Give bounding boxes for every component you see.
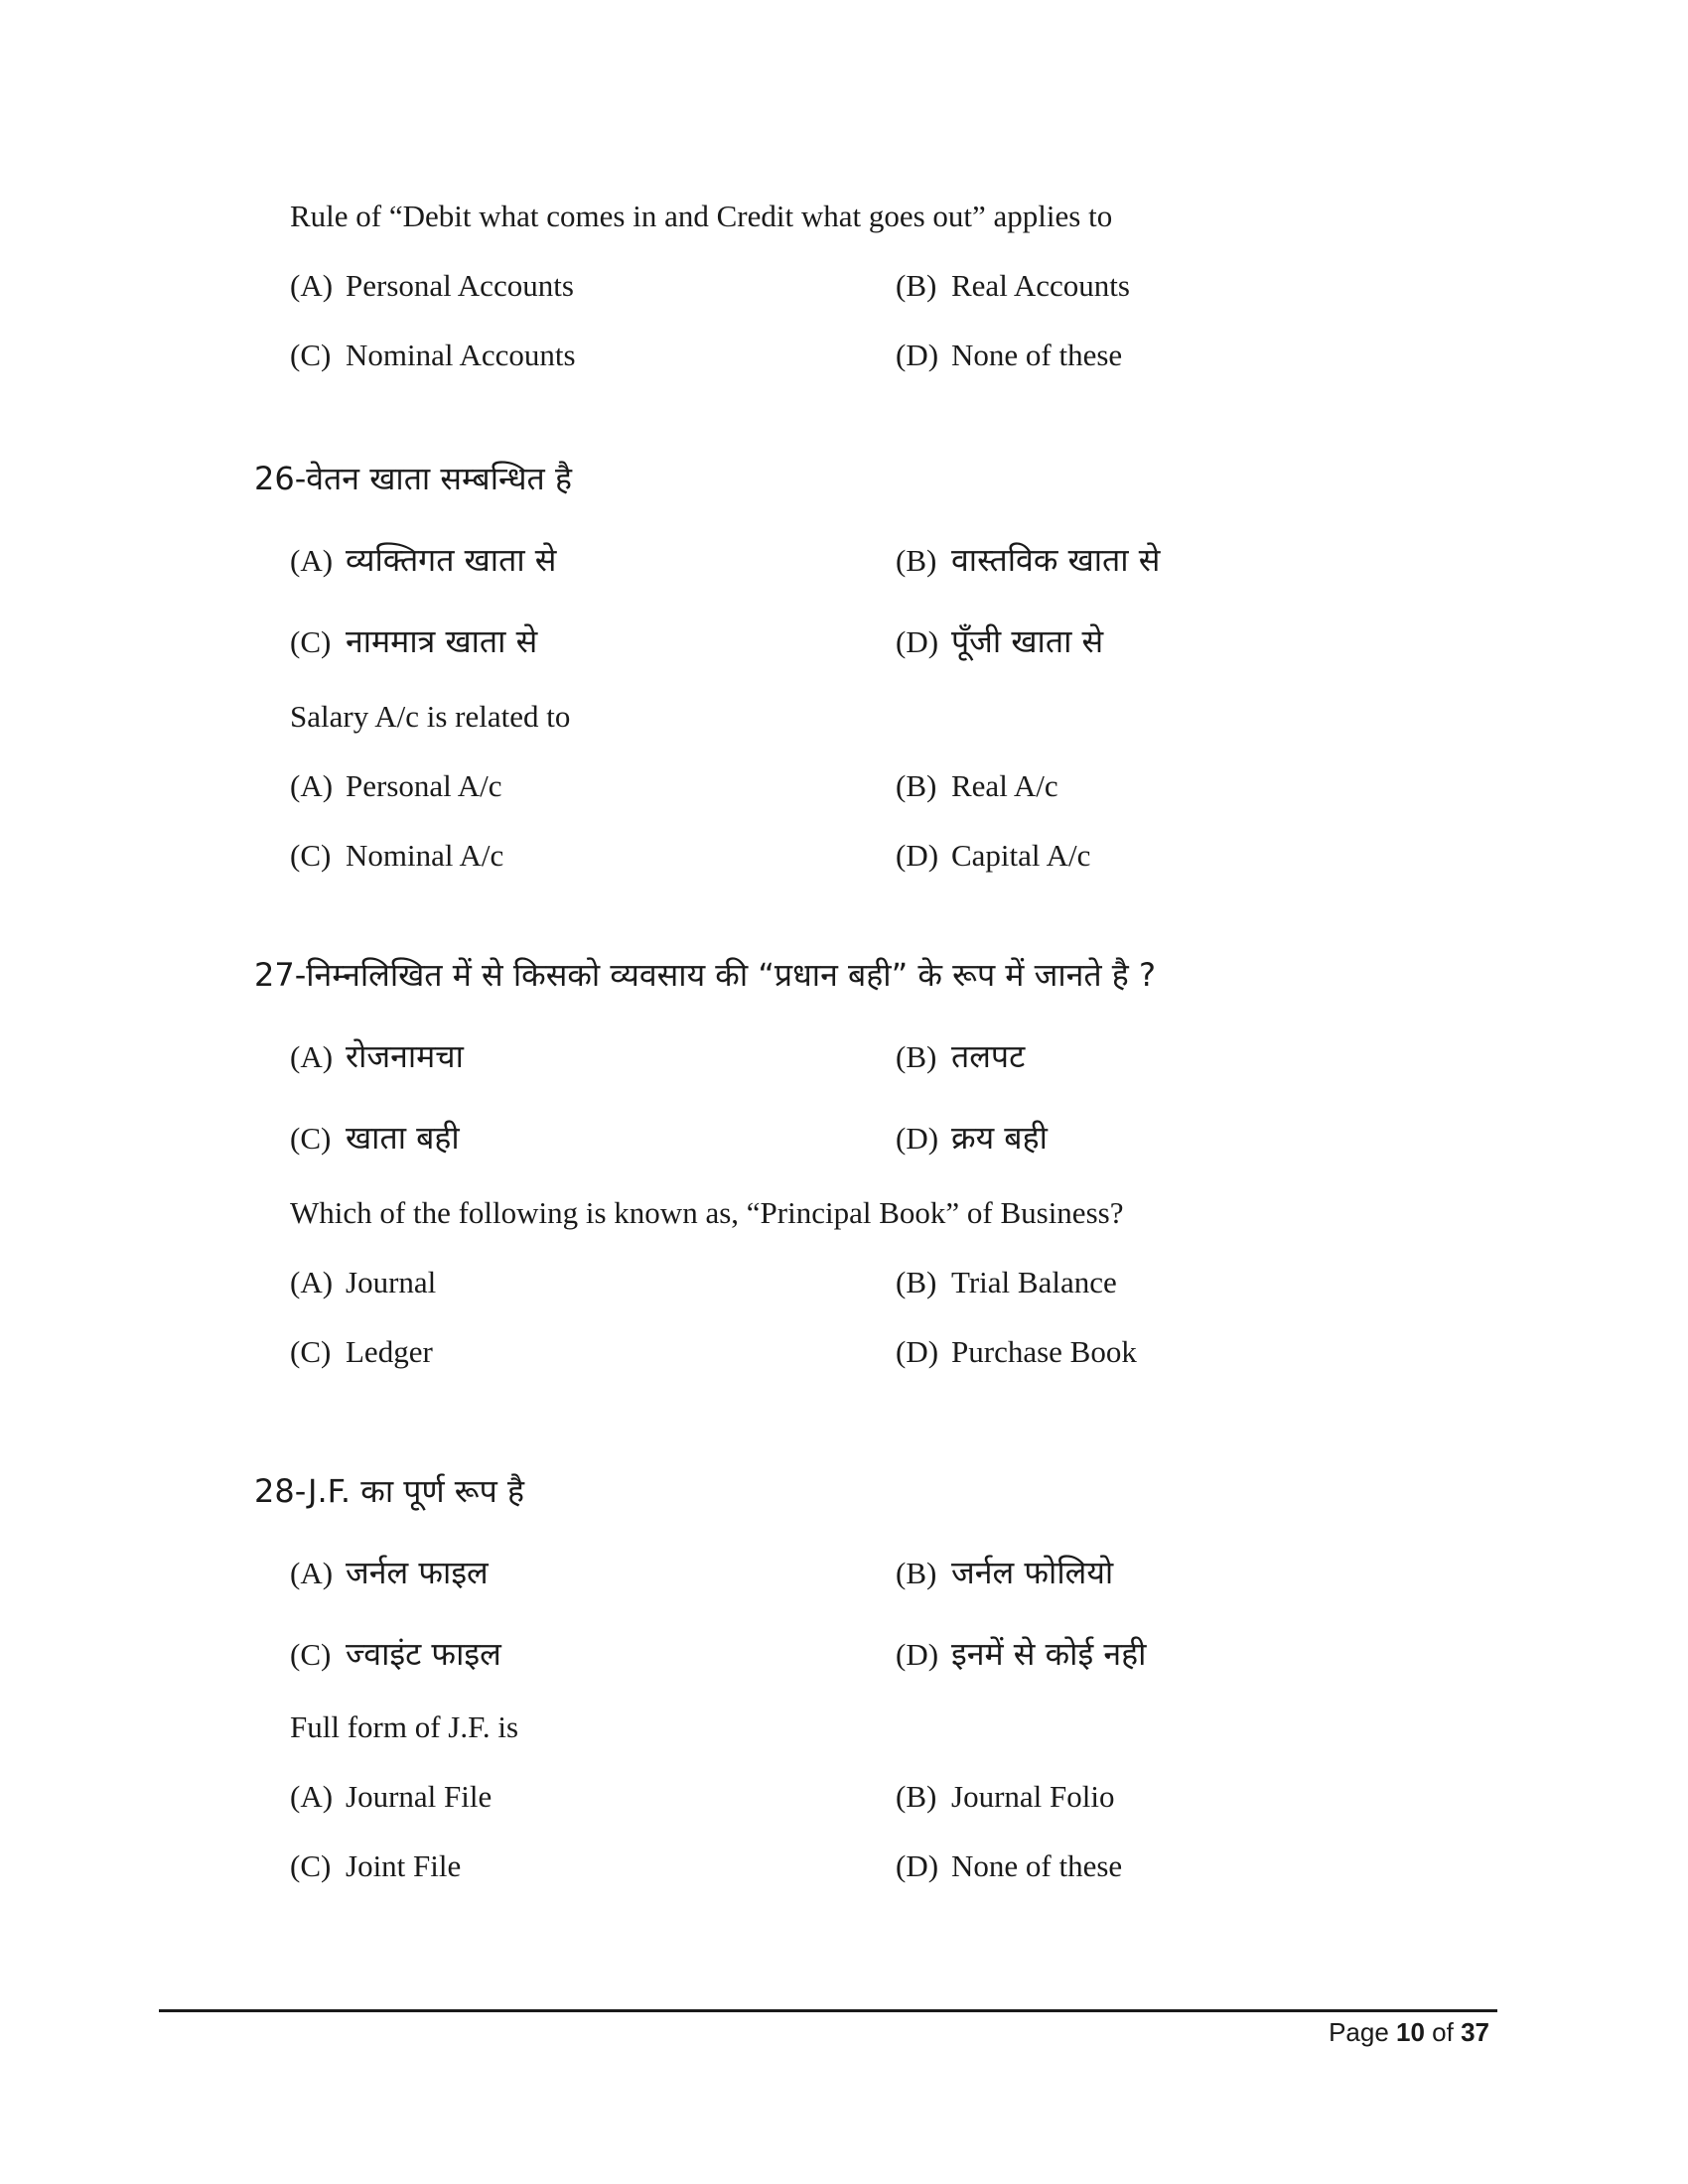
q26-option-b: (B) Real A/c	[896, 768, 1058, 803]
q27-hindi-option-a: (A) रोजनामचा	[290, 1037, 464, 1075]
q28-english-stem: Full form of J.F. is	[290, 1709, 519, 1744]
q26-hindi-option-b: (B) वास्तविक खाता से	[896, 541, 1161, 579]
q26-option-d: (D) Capital A/c	[896, 838, 1091, 873]
q26-hindi-option-c: (C) नाममात्र खाता से	[290, 622, 538, 660]
q26-option-a: (A) Personal A/c	[290, 768, 502, 803]
q25-option-b: (B) Real Accounts	[896, 268, 1130, 303]
q27-hindi-option-d: (D) क्रय बही	[896, 1119, 1048, 1157]
q25-english-stem: Rule of “Debit what comes in and Credit what goes out” applies to	[290, 199, 1113, 233]
q28-hindi-option-a: (A) जर्नल फाइल	[290, 1554, 489, 1591]
q26-hindi-option-d: (D) पूँजी खाता से	[896, 622, 1104, 660]
q27-option-c: (C) Ledger	[290, 1334, 433, 1369]
q27-option-a: (A) Journal	[290, 1265, 437, 1299]
q25-option-a: (A) Personal Accounts	[290, 268, 574, 303]
q26-option-c: (C) Nominal A/c	[290, 838, 504, 873]
q27-english-stem: Which of the following is known as, “Principal Book” of Business?	[290, 1195, 1124, 1230]
footer-divider	[159, 2009, 1497, 2012]
q28-option-d: (D) None of these	[896, 1848, 1123, 1883]
page-number: Page 10 of 37	[1329, 2017, 1489, 2047]
q27-option-b: (B) Trial Balance	[896, 1265, 1117, 1299]
q25-option-d: (D) None of these	[896, 338, 1123, 372]
q26-hindi-stem: 26-वेतन खाता सम्बन्धित है	[254, 460, 572, 497]
q27-hindi-stem: 27-निम्नलिखित में से किसको व्यवसाय की “प्रधान बही” के रूप में जानते है ?	[254, 956, 1156, 994]
q28-option-b: (B) Journal Folio	[896, 1779, 1115, 1814]
q25-option-c: (C) Nominal Accounts	[290, 338, 576, 372]
q26-english-stem: Salary A/c is related to	[290, 699, 571, 734]
q27-option-d: (D) Purchase Book	[896, 1334, 1137, 1369]
q28-option-c: (C) Joint File	[290, 1848, 462, 1883]
q28-hindi-option-c: (C) ज्वाइंट फाइल	[290, 1635, 501, 1673]
q27-hindi-option-b: (B) तलपट	[896, 1037, 1026, 1075]
q28-hindi-option-b: (B) जर्नल फोलियो	[896, 1554, 1114, 1591]
q28-hindi-option-d: (D) इनमें से कोई नही	[896, 1635, 1147, 1673]
q27-hindi-option-c: (C) खाता बही	[290, 1119, 460, 1157]
q28-hindi-stem: 28-J.F. का पूर्ण रूप है	[254, 1472, 524, 1510]
q26-hindi-option-a: (A) व्यक्तिगत खाता से	[290, 541, 557, 579]
q28-option-a: (A) Journal File	[290, 1779, 492, 1814]
